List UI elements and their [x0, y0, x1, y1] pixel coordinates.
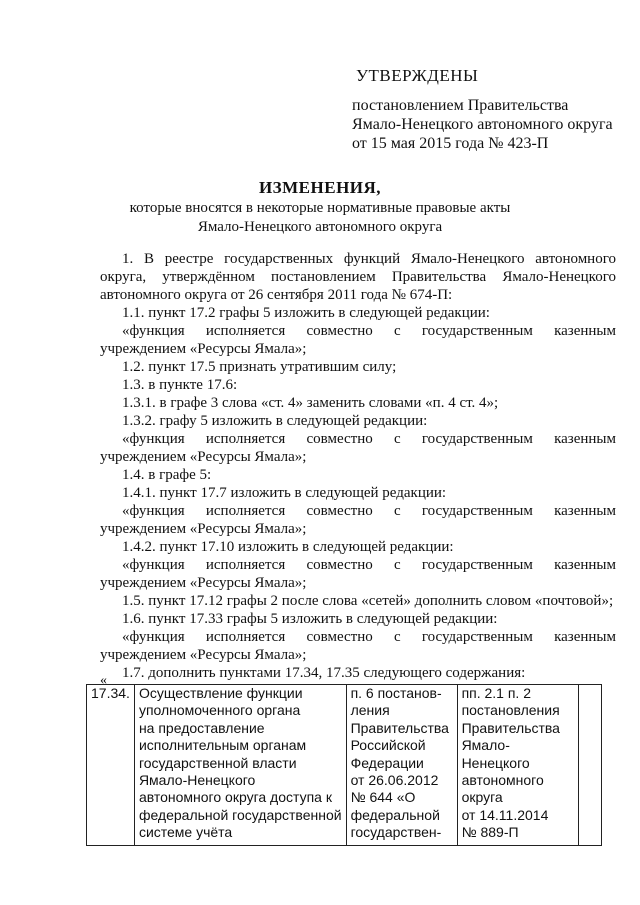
basis-federal-line: Правительства — [350, 719, 449, 736]
description-line: исполнительным органам — [138, 737, 307, 754]
approved-line-3: от 15 мая 2015 года № 423-П — [352, 135, 549, 152]
table-cell-description — [134, 685, 346, 846]
description-line: системе учёта — [138, 824, 233, 841]
description-line: федеральной государственной — [138, 806, 342, 823]
body-line-10: 1.3.2. графу 5 изложить в следующей редакции: — [122, 413, 428, 429]
basis-federal-line: Федерации — [350, 754, 424, 771]
description-line: на предоставление — [138, 719, 265, 736]
approved-heading: УТВЕРЖДЕНЫ — [356, 66, 479, 85]
basis-federal-line: п. 6 постанов- — [350, 685, 442, 701]
body-line-2: округа, утверждённом постановлением Правительства Ямало-Ненецкого — [100, 269, 616, 285]
body-line-24: 1.7. дополнить пунктами 17.34, 17.35 следующего содержания: — [122, 665, 526, 681]
description-line: Ямало-Ненецкого — [138, 772, 256, 789]
body-line-4: 1.1. пункт 17.2 графы 5 изложить в следующей редакции: — [122, 305, 490, 321]
basis-regional-line: округа — [461, 789, 503, 806]
table-cell-basis-federal — [346, 685, 457, 846]
body-line-23: учреждением «Ресурсы Ямала»; — [100, 647, 307, 663]
row-number: 17.34. — [91, 685, 130, 701]
document-title: ИЗМЕНЕНИЯ, — [258, 178, 382, 197]
body-line-5: «функция исполняется совместно с государственным казенным — [122, 323, 616, 339]
basis-federal-line: государствен- — [350, 824, 442, 841]
basis-regional-line: Ямало- — [461, 737, 510, 754]
description-line: уполномоченного органа — [138, 702, 301, 719]
table-cell-empty — [578, 685, 601, 846]
body-line-1: 1. В реестре государственных функций Ямало-Ненецкого автономного — [122, 251, 616, 267]
body-line-9: 1.3.1. в графе 3 слова «ст. 4» заменить словами «п. 4 ст. 4»; — [122, 395, 499, 411]
basis-federal-line: от 26.06.2012 — [350, 772, 439, 789]
basis-regional-line: № 889-П — [461, 824, 519, 841]
body-line-7: 1.2. пункт 17.5 признать утратившим силу; — [122, 359, 397, 375]
body-line-16: учреждением «Ресурсы Ямала»; — [100, 521, 307, 537]
table-row — [87, 685, 602, 846]
body-line-12: учреждением «Ресурсы Ямала»; — [100, 449, 307, 465]
body-line-21: 1.6. пункт 17.33 графы 5 изложить в следующей редакции: — [122, 611, 498, 627]
basis-regional-line: Ненецкого — [461, 754, 530, 771]
basis-federal-line: ления — [350, 702, 390, 719]
body-line-8: 1.3. в пункте 17.6: — [122, 377, 238, 393]
body-line-3: автономного округа от 26 сентября 2011 года № 674-П: — [100, 287, 453, 303]
basis-federal-line: Российской — [350, 737, 426, 754]
body-line-19: учреждением «Ресурсы Ямала»; — [100, 575, 307, 591]
basis-regional-line: автономного — [461, 772, 544, 789]
body-line-14: 1.4.1. пункт 17.7 изложить в следующей редакции: — [122, 485, 447, 501]
description-line: автономного округа доступа к — [138, 789, 332, 806]
subtitle-line-1: которые вносятся в некоторые нормативные правовые акты — [129, 200, 511, 216]
basis-federal-line: № 644 «О — [350, 789, 416, 806]
basis-regional-line: постановления — [461, 702, 560, 719]
body-line-17: 1.4.2. пункт 17.10 изложить в следующей редакции: — [122, 539, 454, 555]
approved-line-1: постановлением Правительства — [352, 97, 569, 114]
body-line-13: 1.4. в графе 5: — [122, 467, 212, 483]
basis-regional-line: пп. 2.1 п. 2 — [461, 685, 532, 701]
table-cell-number — [87, 685, 135, 846]
body-line-6: учреждением «Ресурсы Ямала»; — [100, 341, 307, 357]
description-line: государственной власти — [138, 754, 297, 771]
body-line-20: 1.5. пункт 17.12 графы 2 после слова «сетей» дополнить словом «почтовой»; — [122, 593, 614, 609]
functions-table — [86, 684, 602, 846]
body-line-15: «функция исполняется совместно с государственным казенным — [122, 503, 616, 519]
quote-open: « — [100, 673, 107, 688]
basis-regional-line: Правительства — [461, 719, 560, 736]
body-line-22: «функция исполняется совместно с государственным казенным — [122, 629, 616, 645]
basis-regional-line: от 14.11.2014 — [461, 806, 549, 823]
body-line-11: «функция исполняется совместно с государственным казенным — [122, 431, 616, 447]
subtitle-line-2: Ямало-Ненецкого автономного округа — [197, 219, 443, 235]
basis-federal-line: федеральной — [350, 806, 440, 823]
approved-line-2: Ямало-Ненецкого автономного округа — [352, 116, 613, 133]
body-line-18: «функция исполняется совместно с государственным казенным — [122, 557, 616, 573]
table-cell-basis-regional — [457, 685, 578, 846]
description-line: Осуществление функции — [138, 685, 303, 701]
